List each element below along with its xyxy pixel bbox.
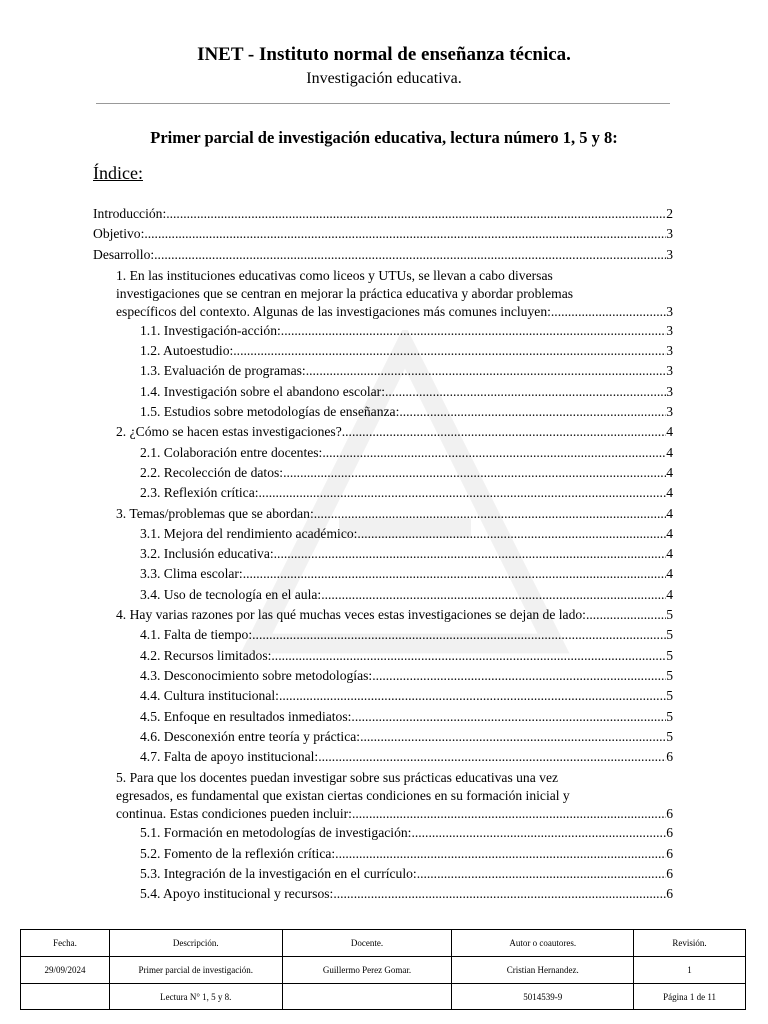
footer-row: [21, 983, 746, 1010]
footer-fecha: 29/09/2024: [21, 957, 110, 984]
footer-autor: Cristian Hernandez.: [452, 957, 634, 984]
toc-entry-objetivo[interactable]: Objetivo: ..... 3: [93, 224, 673, 244]
toc-entry-section-1[interactable]: 1. En las instituciones educativas como liceos y UTUs, se llevan a cabo diversas investigaciones que se centran en mejorar la práctica educativa y abordar problemas específicos del contexto. Algunas de las investigaciones más comunes incluyen: ..... 3: [93, 265, 673, 321]
footer-descripcion: Primer parcial de investigación.: [109, 957, 282, 984]
toc-entry-4-2[interactable]: 4.2. Recursos limitados: ..... 5: [93, 646, 673, 666]
toc-entry-1-2[interactable]: 1.2. Autoestudio: ..... 3: [93, 341, 673, 361]
footer-header-fecha: Fecha.: [21, 930, 110, 957]
footer-header-autor: Autor o coautores.: [452, 930, 634, 957]
toc-entry-4-5[interactable]: 4.5. Enfoque en resultados inmediatos: ..... 5: [93, 707, 673, 727]
toc-entry-introduccion[interactable]: Introducción: ..... 2: [93, 204, 673, 224]
toc-entry-1-5[interactable]: 1.5. Estudios sobre metodologías de enseñanza: ..... 3: [93, 402, 673, 422]
toc-entry-section-2[interactable]: 2. ¿Cómo se hacen estas investigaciones? ..... 4: [93, 422, 673, 442]
table-of-contents: [93, 204, 673, 905]
footer-lectura: Lectura N° 1, 5 y 8.: [109, 983, 282, 1010]
toc-entry-5-2[interactable]: 5.2. Fomento de la reflexión crítica: ..... 6: [93, 844, 673, 864]
toc-entry-3-4[interactable]: 3.4. Uso de tecnología en el aula: ..... 4: [93, 585, 673, 605]
footer-student-id: 5014539-9: [452, 983, 634, 1010]
toc-entry-section-4[interactable]: 4. Hay varias razones por las qué muchas veces estas investigaciones se dejan de lado: ..... 5: [93, 605, 673, 625]
toc-entry-desarrollo[interactable]: Desarrollo: ..... 3: [93, 245, 673, 265]
footer-header-revision: Revisión.: [634, 930, 746, 957]
footer-row: [21, 957, 746, 984]
footer-header-row: [21, 930, 746, 957]
document-title: Primer parcial de investigación educativa, lectura número 1, 5 y 8:: [150, 128, 618, 147]
toc-entry-1-4[interactable]: 1.4. Investigación sobre el abandono escolar: ..... 3: [93, 382, 673, 402]
toc-entry-1-3[interactable]: 1.3. Evaluación de programas: ..... 3: [93, 361, 673, 381]
toc-entry-4-1[interactable]: 4.1. Falta de tiempo: ..... 5: [93, 625, 673, 645]
toc-entry-5-4[interactable]: 5.4. Apoyo institucional y recursos: ..... 6: [93, 884, 673, 904]
footer-docente-empty: [282, 983, 452, 1010]
toc-entry-4-3[interactable]: 4.3. Desconocimiento sobre metodologías: ..... 5: [93, 666, 673, 686]
institution-name: INET - Instituto normal de enseñanza técnica.: [197, 44, 571, 65]
toc-entry-4-4[interactable]: 4.4. Cultura institucional: ..... 5: [93, 686, 673, 706]
toc-entry-section-5[interactable]: 5. Para que los docentes puedan investigar sobre sus prácticas educativas una vez egresados, es fundamental que existan ciertas condiciones en su formación inicial y continua. Estas condiciones pueden incluir: ..... 6: [93, 767, 673, 823]
toc-entry-section-3[interactable]: 3. Temas/problemas que se abordan: ..... 4: [93, 504, 673, 524]
toc-entry-2-1[interactable]: 2.1. Colaboración entre docentes: ..... 4: [93, 443, 673, 463]
toc-entry-3-3[interactable]: 3.3. Clima escolar: ..... 4: [93, 564, 673, 584]
toc-entry-3-2[interactable]: 3.2. Inclusión educativa: ..... 4: [93, 544, 673, 564]
header-subtitle: Investigación educativa.: [306, 70, 462, 87]
toc-entry-4-6[interactable]: 4.6. Desconexión entre teoría y práctica: ..... 5: [93, 727, 673, 747]
footer-revision: 1: [634, 957, 746, 984]
header-divider: [96, 103, 670, 104]
toc-entry-2-2[interactable]: 2.2. Recolección de datos: ..... 4: [93, 463, 673, 483]
toc-entry-1-1[interactable]: 1.1. Investigación-acción: ..... 3: [93, 321, 673, 341]
index-heading: Índice:: [93, 163, 143, 183]
footer-header-descripcion: Descripción.: [109, 930, 282, 957]
document-header: [0, 42, 768, 90]
toc-entry-5-3[interactable]: 5.3. Integración de la investigación en el currículo: ..... 6: [93, 864, 673, 884]
document-footer-table: [20, 929, 746, 1010]
toc-entry-5-1[interactable]: 5.1. Formación en metodologías de investigación: ..... 6: [93, 823, 673, 843]
toc-entry-2-3[interactable]: 2.3. Reflexión crítica: ..... 4: [93, 483, 673, 503]
toc-entry-3-1[interactable]: 3.1. Mejora del rendimiento académico: ..... 4: [93, 524, 673, 544]
footer-docente: Guillermo Perez Gomar.: [282, 957, 452, 984]
footer-page-number: Página 1 de 11: [634, 983, 746, 1010]
toc-entry-4-7[interactable]: 4.7. Falta de apoyo institucional: ..... 6: [93, 747, 673, 767]
footer-header-docente: Docente.: [282, 930, 452, 957]
footer-fecha-empty: [21, 983, 110, 1010]
